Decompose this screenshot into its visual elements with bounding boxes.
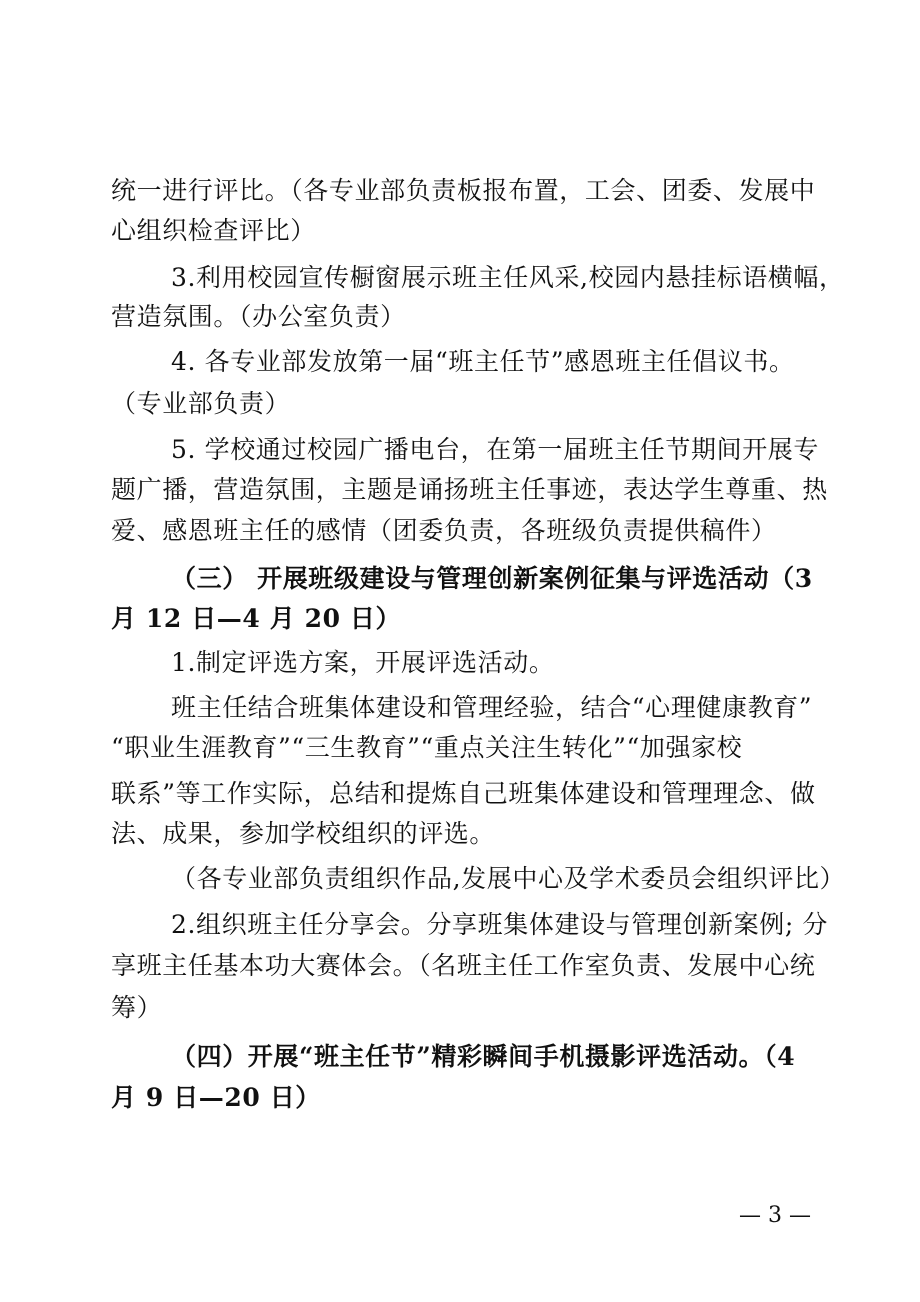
text-line: 统一进行评比。（各专业部负责板报布置，工会、团委、发展中 xyxy=(111,176,816,205)
text-line: 5. 学校通过校园广播电台，在第一届班主任节期间开展专 xyxy=(171,435,820,464)
section-heading-cont: 月 9 日—20 日） xyxy=(111,1083,321,1112)
section-heading: （三） 开展班级建设与管理创新案例征集与评选活动（3 xyxy=(171,564,813,593)
text-line: 3.利用校园宣传橱窗展示班主任风采,校园内悬挂标语横幅， xyxy=(171,263,845,292)
text-line: “职业生涯教育”“三生教育”“重点关注生转化”“加强家校 xyxy=(111,733,743,762)
text-line: 法、成果，参加学校组织的评选。 xyxy=(111,819,496,848)
text-line: 2.组织班主任分享会。分享班集体建设与管理创新案例; 分 xyxy=(171,910,829,939)
text-line: 4. 各专业部发放第一届“班主任节”感恩班主任倡议书。 xyxy=(171,347,795,376)
section-heading-cont: 月 12 日—4 月 20 日） xyxy=(111,604,402,633)
text-line: 班主任结合班集体建设和管理经验，结合“心理健康教育” xyxy=(171,693,813,722)
text-line: 营造氛围。（办公室负责） xyxy=(111,302,406,331)
text-line: （各专业部负责组织作品,发展中心及学术委员会组织评比） xyxy=(171,864,846,893)
text-line: 享班主任基本功大赛体会。（名班主任工作室负责、发展中心统 xyxy=(111,951,816,980)
text-line: （专业部负责） xyxy=(111,389,291,418)
text-line: 心组织检查评比） xyxy=(111,216,316,245)
text-line: 筹） xyxy=(111,993,163,1022)
text-line: 爱、感恩班主任的感情（团委负责，各班级负责提供稿件） xyxy=(111,516,777,545)
section-heading: （四）开展“班主任节”精彩瞬间手机摄影评选活动。（4 xyxy=(171,1042,796,1071)
text-line: 题广播，营造氛围，主题是诵扬班主任事迹，表达学生尊重、热 xyxy=(111,475,828,504)
text-line: 联系”等工作实际，总结和提炼自己班集体建设和管理理念、做 xyxy=(111,779,816,808)
text-line: 1.制定评选方案，开展评选活动。 xyxy=(171,648,555,677)
page-number: — 3 — xyxy=(739,1203,811,1228)
